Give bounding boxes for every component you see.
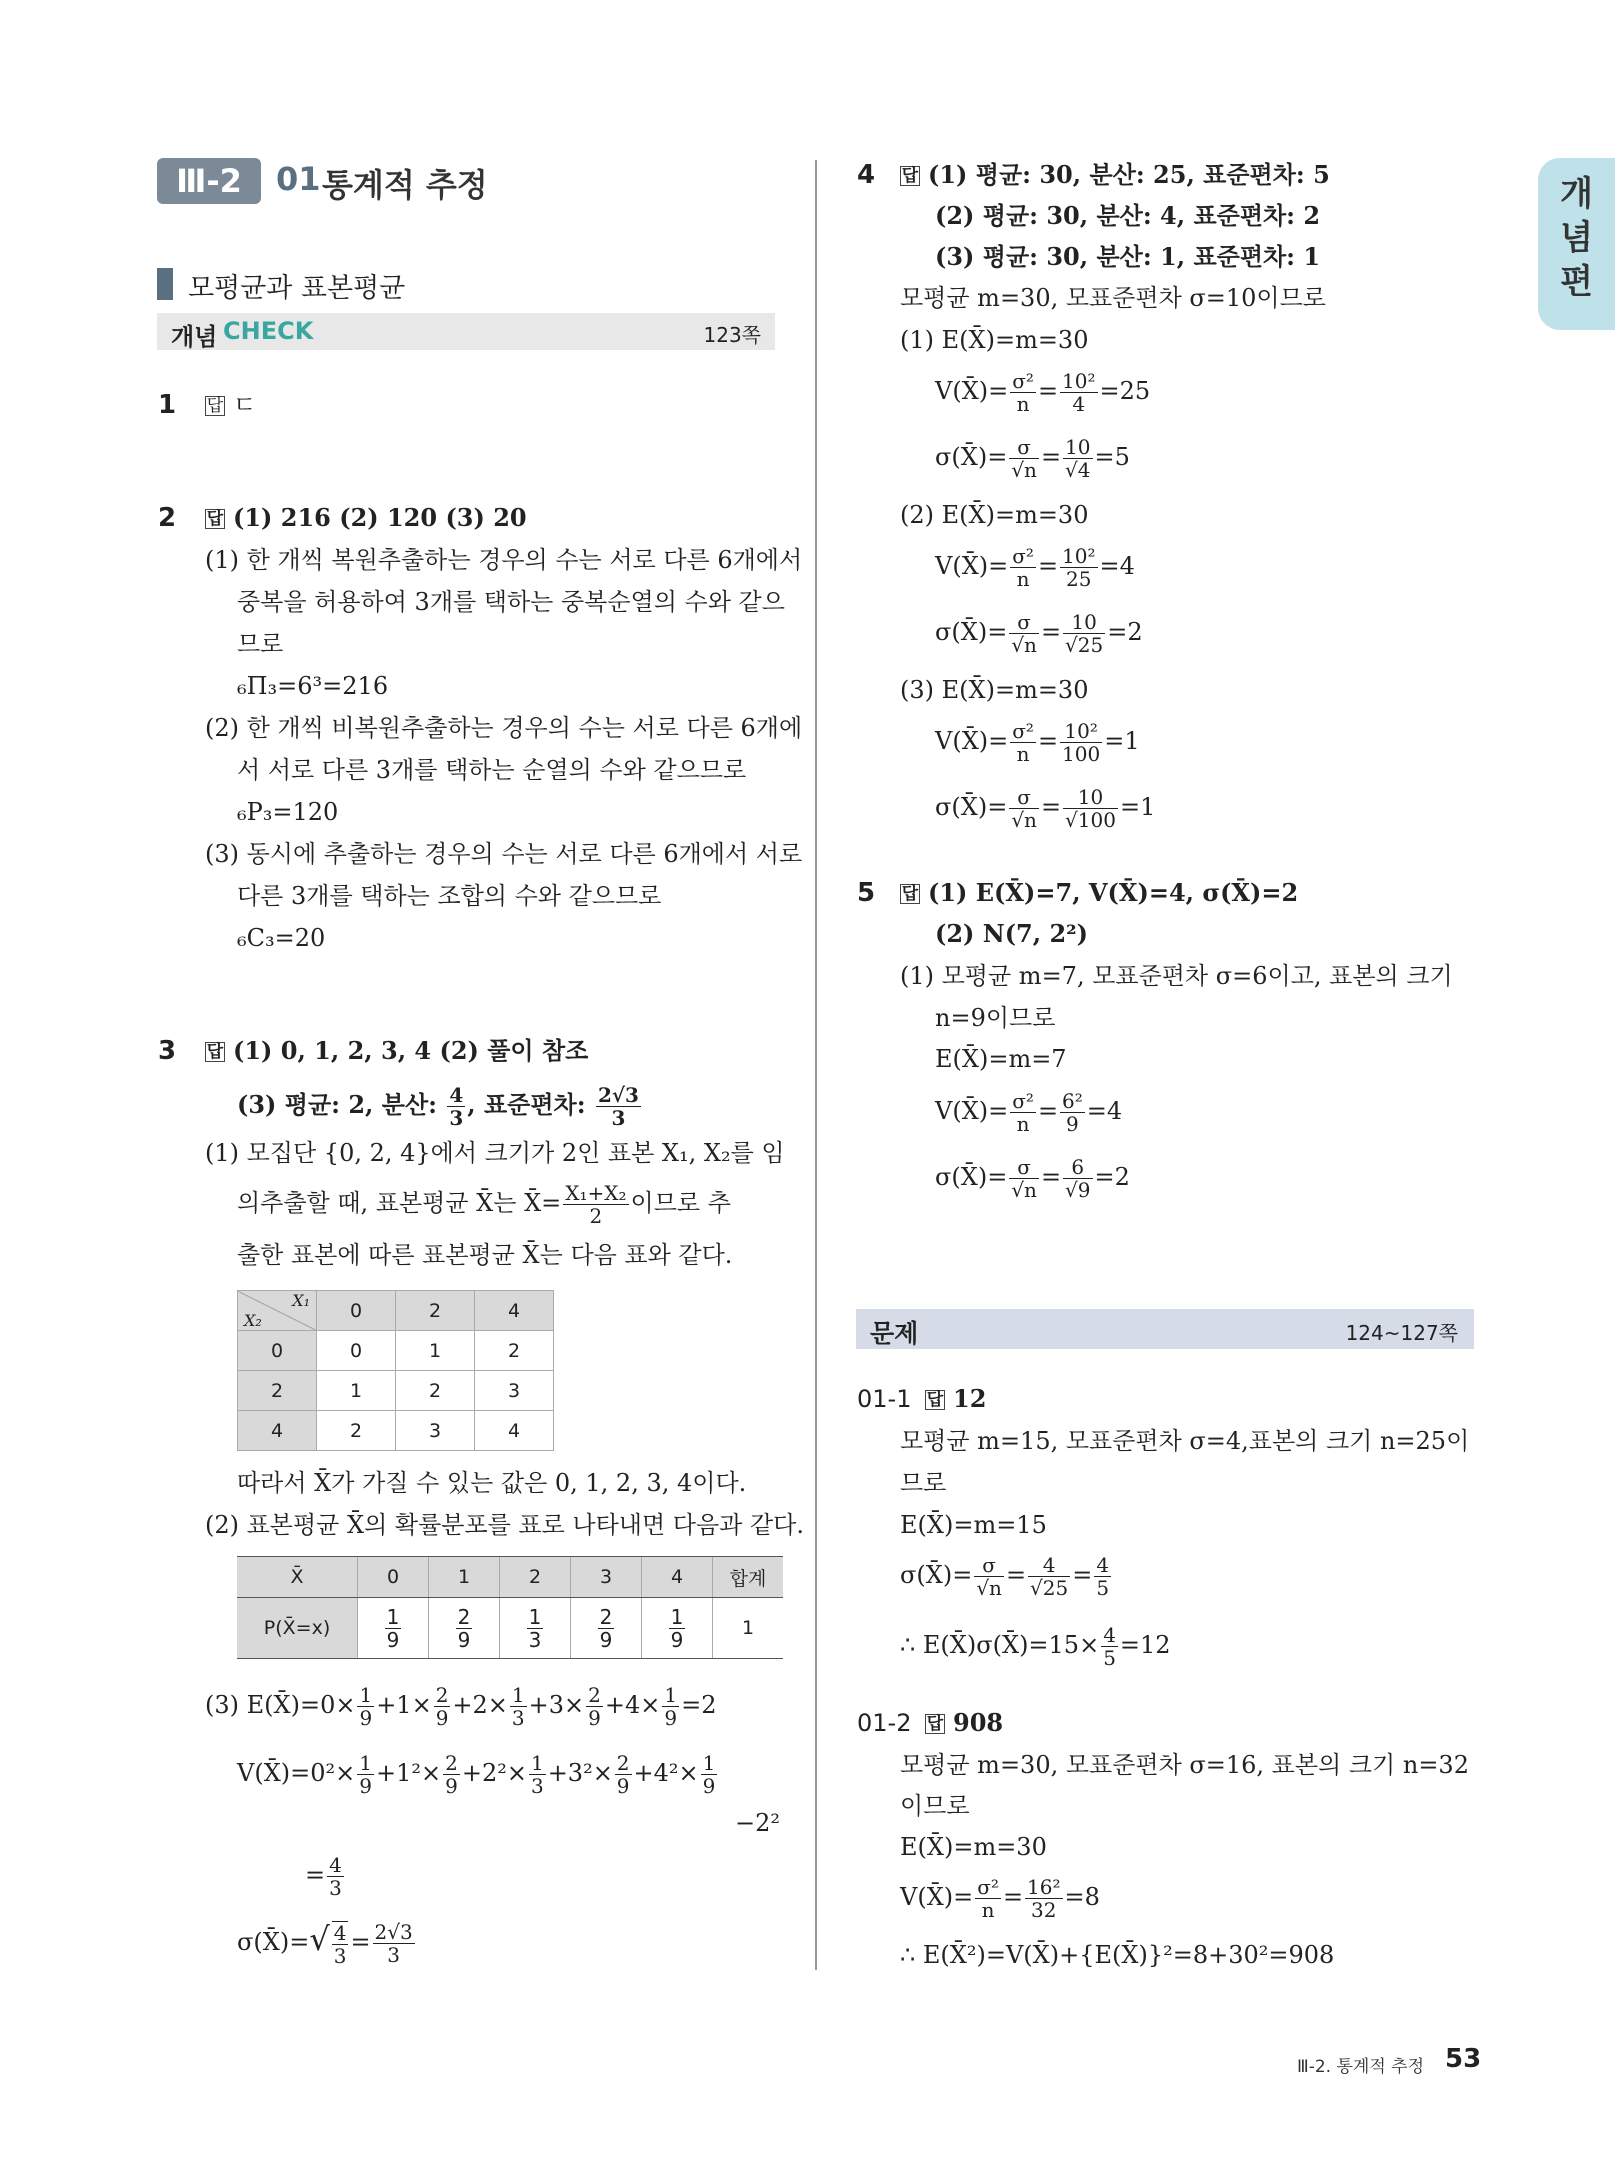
answer-line: 답 (1) 평균: 30, 분산: 25, 표준편차: 5: [901, 160, 1330, 189]
concept-label: 개념: [171, 323, 218, 351]
solution-line: 모평균 m=30, 모표준편차 σ=10이므로: [900, 284, 1326, 312]
problem-label: 문제: [870, 1319, 919, 1348]
table-row: P(X̄=x) $\frac{1}{9}$ $\frac{2}{9}$ $\frac{1}{3}$ $\frac{2}{9}$ $\frac{1}{9}$ 1: [237, 1598, 783, 1659]
topic-marker: [157, 268, 173, 300]
solution-line: (1) 한 개씩 복원추출하는 경우의 수는 서로 다른 6개에서: [205, 546, 803, 574]
sample-mean-table: [237, 1290, 554, 1451]
question-number: 1: [158, 390, 177, 420]
side-tab-char: 편: [1560, 262, 1593, 302]
solution-line: (3) 동시에 추출하는 경우의 수는 서로 다른 6개에서 서로: [205, 840, 803, 868]
solution-line: ₆C₃=20: [237, 924, 326, 952]
answer-text: , 표준편차:: [467, 1090, 586, 1119]
section-number: 01: [276, 160, 321, 198]
solution-line: ∴ E(X̄²)=V(X̄)+{E(X̄)}²=8+30²=908: [900, 1941, 1335, 1969]
solution-line: 중복을 허용하여 3개를 택하는 중복순열의 수와 같으: [237, 588, 785, 616]
problem-number: 01-1: [857, 1385, 912, 1413]
solution-line: 의추출할 때, 표본평균 X̄는 X̄= $\frac{\text{X₁+X₂}}{2}$ 이므로 추: [237, 1181, 731, 1228]
answer-line: 답 12: [926, 1384, 987, 1413]
math-line: V(X̄)= $\frac{\text{σ²}}{n}$ = $\frac{\text{10²}}{4}$ =25: [935, 369, 1151, 416]
answer-line: 답 (1) E(X̄)=7, V(X̄)=4, σ(X̄)=2: [901, 878, 1299, 907]
answer-mark: 답: [901, 166, 919, 186]
solution-line: 따라서 X̄가 가질 수 있는 값은 0, 1, 2, 3, 4이다.: [237, 1469, 747, 1497]
section-title: 통계적 추정: [322, 166, 488, 204]
solution-line: E(X̄)=m=7: [935, 1045, 1067, 1073]
solution-line: (1) E(X̄)=m=30: [900, 326, 1089, 354]
answer-text: (3) 평균: 2, 분산:: [237, 1090, 437, 1119]
table-header-row: X̄ 0 1 2 3 4 합계: [237, 1557, 783, 1598]
table-row: 4 2 3 4: [238, 1411, 554, 1451]
answer-line: [205, 390, 256, 420]
math-line: V(X̄)= $\frac{\text{σ²}}{n}$ = $\frac{\text{6²}}{9}$ =4: [935, 1089, 1123, 1136]
footer-text: Ⅲ-2. 통계적 추정: [1297, 2057, 1424, 2077]
page-number: 53: [1445, 2044, 1482, 2074]
solution-line: (1) 모평균 m=7, 모표준편차 σ=6이고, 표본의 크기: [900, 962, 1453, 990]
table-row: 0 0 1 2: [238, 1331, 554, 1371]
solution-line: (2) 한 개씩 비복원추출하는 경우의 수는 서로 다른 6개에: [205, 714, 803, 742]
answer-mark: 답: [206, 1042, 224, 1062]
solution-line: 서 서로 다른 3개를 택하는 순열의 수와 같으므로: [237, 756, 747, 784]
answer-line: 답 908: [926, 1708, 1004, 1737]
answer-text: (1) 0, 1, 2, 3, 4 (2) 풀이 참조: [233, 1036, 589, 1065]
math-line: ∴ E(X̄)σ(X̄)=15× $\frac{4}{5}$ =12: [900, 1623, 1171, 1670]
solution-line: (3) E(X̄)=m=30: [900, 676, 1089, 704]
solution-line: (2) E(X̄)=m=30: [900, 501, 1089, 529]
math-line: σ(X̄)= $\frac{\sigma}{√n}$ = $\frac{4}{√25}$ = $\frac{4}{5}$: [900, 1553, 1110, 1600]
concept-page: 123쪽: [703, 323, 761, 347]
answer-line: [205, 1036, 588, 1066]
solution-line: ₆P₃=120: [237, 798, 339, 826]
topic-title: 모평균과 표본평균: [188, 273, 406, 304]
math-line: V(X̄)=0²× $\frac{1}{9}$ +1²× $\frac{2}{9}$ +2²× $\frac{1}{3}$ +3²× $\frac{2}{9}$ +4²× $\frac{1}{9}$: [237, 1751, 716, 1798]
question-number: 5: [857, 878, 876, 908]
problem-number: 01-2: [857, 1709, 912, 1737]
probability-table: [237, 1556, 783, 1659]
table-row: 2 1 2 3: [238, 1371, 554, 1411]
side-tab-char: 념: [1560, 218, 1593, 258]
solution-line: 출한 표본에 따른 표본평균 X̄는 다음 표와 같다.: [237, 1241, 733, 1269]
solution-line: E(X̄)=m=15: [900, 1511, 1047, 1539]
answer-text: (1) 216 (2) 120 (3) 20: [233, 503, 527, 532]
solution-line: (2) 표본평균 X̄의 확률분포를 표로 나타내면 다음과 같다.: [205, 1511, 804, 1539]
answer-line: (2) 평균: 30, 분산: 4, 표준편차: 2: [935, 201, 1321, 230]
answer-line: (3) 평균: 30, 분산: 1, 표준편차: 1: [935, 242, 1321, 271]
solution-line: 다른 3개를 택하는 조합의 수와 같으므로: [237, 882, 662, 910]
side-tab: [1538, 158, 1615, 330]
table-header-cell: 2: [396, 1291, 475, 1331]
answer-line: [205, 503, 527, 533]
solution-line: ₆Π₃=6³=216: [237, 672, 389, 700]
solution-line: 모평균 m=15, 모표준편차 σ=4,표본의 크기 n=25이: [900, 1427, 1470, 1455]
answer-text: ㄷ: [233, 391, 257, 419]
answer-mark: 답: [901, 884, 919, 904]
math-line: σ(X̄)=√ $\frac{4}{3}$ = $\frac{2√3}{3}$: [237, 1920, 413, 1968]
question-number: 2: [158, 503, 177, 533]
math-line: σ(X̄)= $\frac{\sigma}{√n}$ = $\frac{6}{√9}$ =2: [935, 1155, 1130, 1202]
answer-mark: 답: [926, 1714, 944, 1734]
answer-mark: 답: [206, 396, 224, 416]
problem-bar: [856, 1309, 1474, 1349]
math-line: −2²: [735, 1809, 780, 1837]
table-header-cell: 0: [317, 1291, 396, 1331]
answer-mark: 답: [926, 1390, 944, 1410]
solution-line: 모평균 m=30, 모표준편차 σ=16, 표본의 크기 n=32: [900, 1751, 1469, 1779]
table-header-cell: 4: [475, 1291, 554, 1331]
solution-line: (1) 모집단 {0, 2, 4}에서 크기가 2인 표본 X₁, X₂를 임: [205, 1139, 785, 1167]
math-line: V(X̄)= $\frac{\text{σ²}}{n}$ = $\frac{\text{10²}}{25}$ =4: [935, 544, 1135, 591]
solution-line: n=9이므로: [935, 1004, 1056, 1032]
solution-line: 므로: [237, 630, 284, 658]
math-line: σ(X̄)= $\frac{\sigma}{√n}$ = $\frac{10}{√4}$ =5: [935, 435, 1130, 482]
chapter-badge: Ⅲ-2: [157, 158, 261, 204]
solution-line: 이므로: [900, 1792, 970, 1820]
answer-line: (2) N(7, 2²): [935, 919, 1089, 948]
table-corner: X₁ X₂: [238, 1291, 317, 1331]
column-divider: [815, 160, 817, 1970]
question-number: 4: [857, 160, 876, 190]
math-line: σ(X̄)= $\frac{\sigma}{√n}$ = $\frac{10}{√25}$ =2: [935, 610, 1143, 657]
question-number: 3: [158, 1036, 177, 1066]
concept-check-bar: [157, 313, 775, 350]
solution-line: E(X̄)=m=30: [900, 1833, 1047, 1861]
math-line: V(X̄)= $\frac{\text{σ²}}{n}$ = $\frac{\text{16²}}{32}$ =8: [900, 1875, 1100, 1922]
fraction: $\frac{2√3}{3}$: [597, 1083, 639, 1130]
side-tab-char: 개: [1560, 174, 1593, 214]
math-line: V(X̄)= $\frac{\text{σ²}}{n}$ = $\frac{\text{10²}}{100}$ =1: [935, 719, 1140, 766]
math-line: = $\frac{4}{3}$: [305, 1853, 342, 1900]
math-line: (3) E(X̄)=0× $\frac{1}{9}$ +1× $\frac{2}{9}$ +2× $\frac{1}{3}$ +3× $\frac{2}{9}$ +4× $\frac{1}{9}$ =2: [205, 1683, 717, 1730]
fraction: $\frac{\text{X₁+X₂}}{2}$: [565, 1181, 627, 1228]
math-line: σ(X̄)= $\frac{\sigma}{√n}$ = $\frac{10}{√100}$ =1: [935, 785, 1156, 832]
concept-check-label: CHECK: [223, 317, 314, 345]
fraction: $\frac{4}{3}$: [449, 1083, 464, 1130]
problem-page: 124~127쪽: [1345, 1321, 1458, 1345]
answer-mark: 답: [206, 509, 224, 529]
answer-line: [237, 1080, 643, 1130]
solution-line: 므로: [900, 1469, 947, 1497]
